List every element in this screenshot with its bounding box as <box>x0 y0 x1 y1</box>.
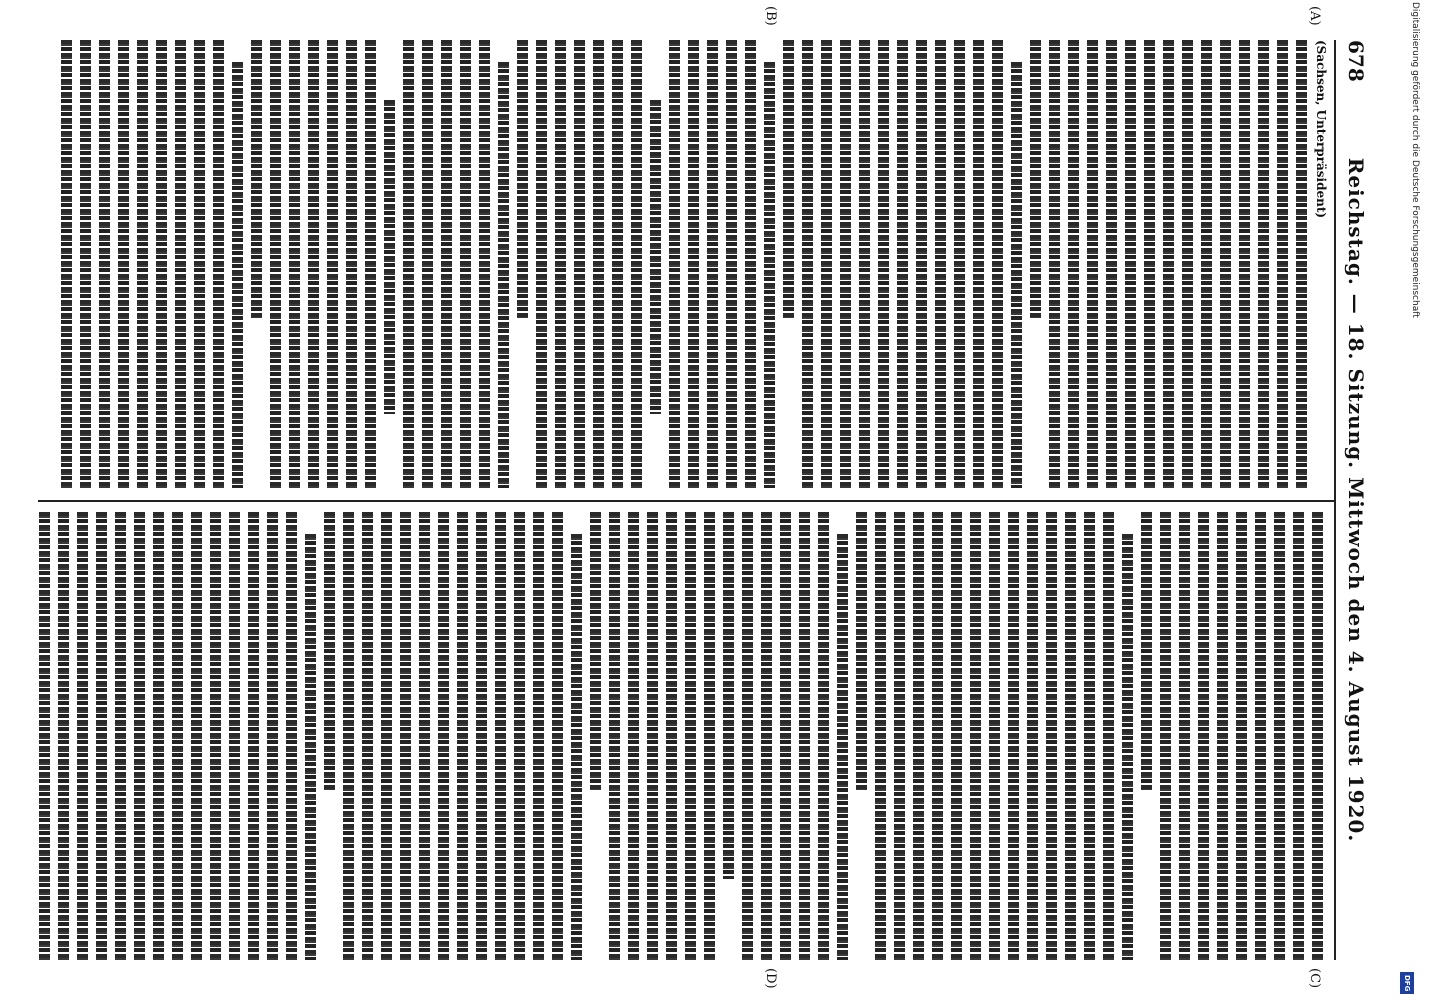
page-header <box>1334 40 1374 960</box>
text-line <box>362 40 381 488</box>
text-line <box>58 40 77 488</box>
text-line <box>1255 40 1274 488</box>
text-line <box>435 512 454 960</box>
text-line <box>514 40 533 318</box>
text-line <box>1027 40 1046 318</box>
text-line <box>378 512 397 960</box>
text-line <box>1046 40 1065 488</box>
text-line <box>837 40 856 488</box>
text-line <box>1024 512 1043 960</box>
text-line <box>1252 512 1271 960</box>
text-line <box>207 512 226 960</box>
text-line <box>796 512 815 960</box>
text-line <box>758 512 777 960</box>
text-line <box>267 40 286 488</box>
body-text-left <box>38 40 1312 488</box>
text-line <box>1236 40 1255 488</box>
text-line <box>910 512 929 960</box>
text-line <box>742 40 761 488</box>
text-line <box>340 512 359 960</box>
text-line <box>359 512 378 960</box>
text-line <box>1008 62 1027 488</box>
text-line <box>1100 512 1119 960</box>
text-line <box>1293 40 1312 488</box>
text-line <box>533 40 552 488</box>
text-line <box>780 40 799 318</box>
text-line <box>248 40 267 318</box>
newspaper-page <box>18 0 1378 1000</box>
text-line <box>226 512 245 960</box>
text-line <box>191 40 210 488</box>
text-line <box>381 100 400 414</box>
text-line <box>1084 40 1103 488</box>
margin-marker-a: (A) <box>1307 6 1322 26</box>
margin-marker-c: (C) <box>1307 968 1322 989</box>
text-line <box>400 40 419 488</box>
text-line <box>720 512 739 879</box>
text-line <box>875 40 894 488</box>
text-line <box>454 512 473 960</box>
text-line <box>628 40 647 488</box>
text-line <box>948 512 967 960</box>
text-line <box>815 512 834 960</box>
text-line <box>739 512 758 960</box>
text-line <box>818 40 837 488</box>
page-number: 678 <box>1344 40 1368 82</box>
text-line <box>568 534 587 960</box>
text-column-left <box>38 40 1328 488</box>
text-line <box>1005 512 1024 960</box>
text-line <box>951 40 970 488</box>
text-line <box>853 512 872 790</box>
header-rule <box>1334 40 1336 960</box>
margin-marker-d: (D) <box>763 968 778 989</box>
text-line <box>682 512 701 960</box>
text-line <box>1138 512 1157 790</box>
text-line <box>625 512 644 960</box>
text-line <box>1176 512 1195 960</box>
text-column-right <box>38 512 1328 960</box>
text-line <box>1214 512 1233 960</box>
text-line <box>172 40 191 488</box>
text-line <box>872 512 891 960</box>
text-line <box>495 62 514 488</box>
text-line <box>1233 512 1252 960</box>
text-line <box>967 512 986 960</box>
text-line <box>438 40 457 488</box>
text-line <box>929 512 948 960</box>
text-line <box>834 534 853 960</box>
text-line <box>856 40 875 488</box>
text-line <box>286 40 305 488</box>
text-line <box>989 40 1008 488</box>
text-line <box>321 512 340 790</box>
text-line <box>419 40 438 488</box>
text-line <box>799 40 818 488</box>
text-line <box>913 40 932 488</box>
text-line <box>530 512 549 960</box>
text-line <box>1217 40 1236 488</box>
text-line <box>1195 512 1214 960</box>
text-line <box>777 512 796 960</box>
text-line <box>1160 40 1179 488</box>
text-line <box>188 512 207 960</box>
text-line <box>606 512 625 960</box>
text-line <box>131 512 150 960</box>
text-line <box>264 512 283 960</box>
credit-text: Digitalisierung gefördert durch die Deutsche Forschungsgemeinschaft <box>1410 2 1420 318</box>
text-line <box>685 40 704 488</box>
text-line <box>723 40 742 488</box>
text-line <box>115 40 134 488</box>
text-line <box>1122 40 1141 488</box>
text-line <box>492 512 511 960</box>
text-line <box>1119 534 1138 960</box>
text-line <box>96 40 115 488</box>
text-line <box>891 512 910 960</box>
text-line <box>590 40 609 488</box>
text-line <box>210 40 229 488</box>
text-line <box>1062 512 1081 960</box>
text-line <box>1179 40 1198 488</box>
text-line <box>666 40 685 488</box>
text-line <box>134 40 153 488</box>
text-line <box>245 512 264 960</box>
text-line <box>55 512 74 960</box>
text-line <box>1157 512 1176 960</box>
text-line <box>932 40 951 488</box>
text-line <box>511 512 530 960</box>
text-line <box>343 40 362 488</box>
text-line <box>701 512 720 960</box>
text-line <box>112 512 131 960</box>
text-line <box>153 40 172 488</box>
page-title: Reichstag. — 18. Sitzung. Mittwoch den 4. August 1920. <box>1344 157 1368 843</box>
text-line <box>1274 40 1293 488</box>
dfg-logo: DFG <box>1400 972 1414 994</box>
text-line <box>38 512 55 960</box>
text-line <box>324 40 343 488</box>
text-line <box>283 512 302 960</box>
text-line <box>150 512 169 960</box>
text-line <box>74 512 93 960</box>
text-line <box>169 512 188 960</box>
text-line <box>1081 512 1100 960</box>
text-line <box>644 512 663 960</box>
text-line <box>549 512 568 960</box>
text-line <box>93 512 112 960</box>
text-line <box>1141 40 1160 488</box>
text-line <box>1309 512 1328 960</box>
text-line <box>986 512 1005 960</box>
text-line <box>416 512 435 960</box>
column-divider <box>38 500 1334 502</box>
text-line <box>1043 512 1062 960</box>
text-line <box>587 512 606 790</box>
text-line <box>473 512 492 960</box>
margin-marker-b: (B) <box>763 6 778 26</box>
digitization-credit <box>1392 0 1422 1000</box>
text-line <box>609 40 628 488</box>
text-line <box>761 62 780 488</box>
speaker-label: (Sachsen, Unterpräsident) <box>1314 40 1328 219</box>
text-line <box>77 40 96 488</box>
text-line <box>1198 40 1217 488</box>
text-line <box>1271 512 1290 960</box>
text-line <box>1065 40 1084 488</box>
text-line <box>663 512 682 960</box>
text-line <box>397 512 416 960</box>
text-line <box>704 40 723 488</box>
body-text-right <box>38 512 1328 960</box>
text-line <box>571 40 590 488</box>
text-line <box>1103 40 1122 488</box>
text-line <box>476 40 495 488</box>
text-line <box>229 62 248 488</box>
text-line <box>647 100 666 414</box>
text-line <box>302 534 321 960</box>
text-line <box>457 40 476 488</box>
text-line <box>1290 512 1309 960</box>
text-line <box>894 40 913 488</box>
text-line <box>305 40 324 488</box>
text-line <box>552 40 571 488</box>
text-line <box>970 40 989 488</box>
